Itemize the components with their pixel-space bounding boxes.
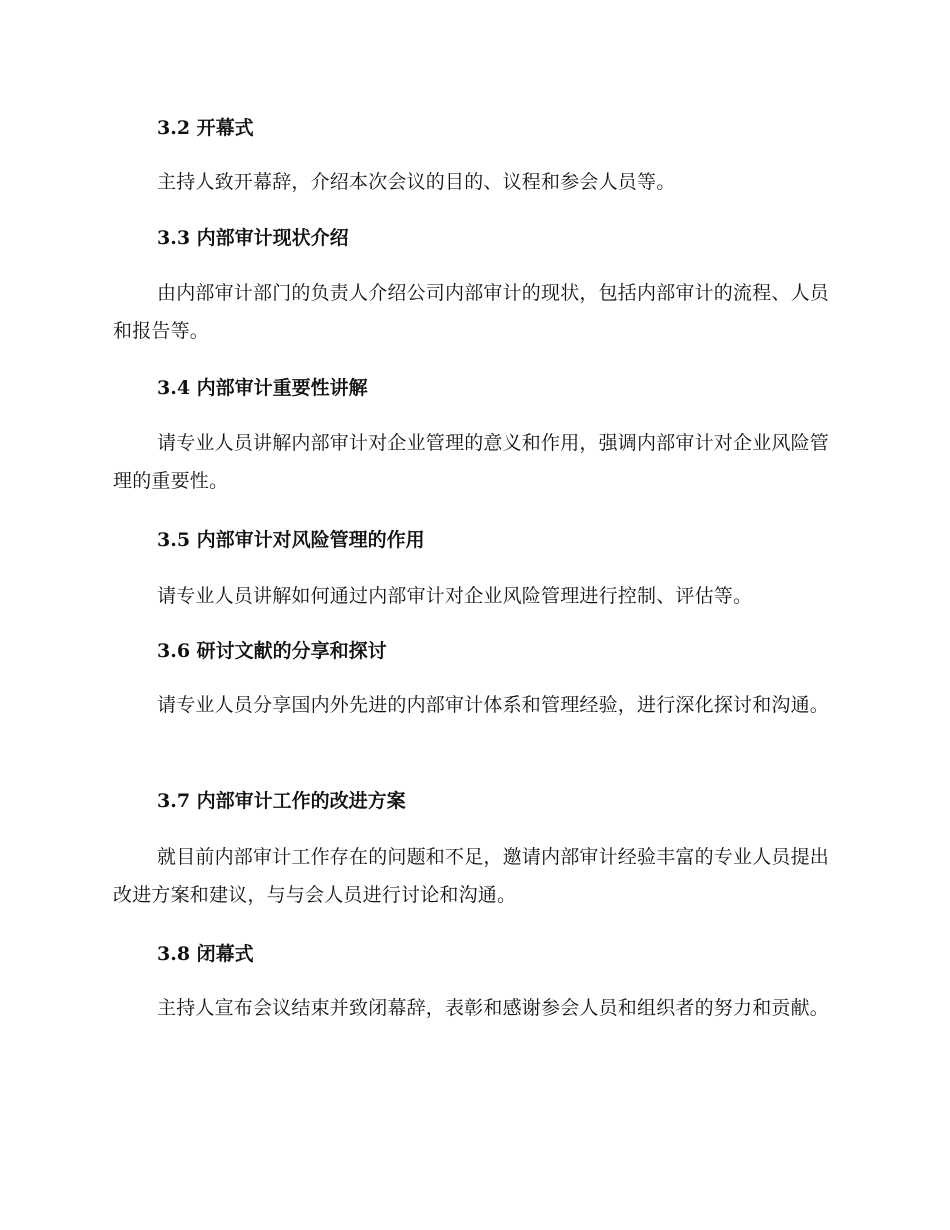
section-heading: 3.5 内部审计对风险管理的作用 xyxy=(157,529,425,551)
section-paragraph: 主持人宣布会议结束并致闭幕辞，表彰和感谢参会人员和组织者的努力和贡献。 xyxy=(157,997,830,1019)
section-heading: 3.6 研讨文献的分享和探讨 xyxy=(157,640,387,662)
section-paragraph: 请专业人员分享国内外先进的内部审计体系和管理经验，进行深化探讨和沟通。 xyxy=(157,694,830,716)
section-heading: 3.8 闭幕式 xyxy=(157,943,254,965)
section-paragraph: 请专业人员讲解如何通过内部审计对企业风险管理进行控制、评估等。 xyxy=(157,585,753,607)
section-paragraph: 主持人致开幕辞，介绍本次会议的目的、议程和参会人员等。 xyxy=(157,171,676,193)
section-heading: 3.3 内部审计现状介绍 xyxy=(157,227,349,249)
section-paragraph: 由内部审计部门的负责人介绍公司内部审计的现状，包括内部审计的流程、人员和报告等。 xyxy=(113,282,830,342)
section-heading: 3.7 内部审计工作的改进方案 xyxy=(157,790,406,812)
section-heading: 3.2 开幕式 xyxy=(157,117,254,139)
section-heading: 3.4 内部审计重要性讲解 xyxy=(157,377,368,399)
section-paragraph: 请专业人员讲解内部审计对企业管理的意义和作用，强调内部审计对企业风险管理的重要性。 xyxy=(113,432,830,492)
section-paragraph: 就目前内部审计工作存在的问题和不足，邀请内部审计经验丰富的专业人员提出改进方案和建议，与与会人员进行讨论和沟通。 xyxy=(113,846,830,906)
